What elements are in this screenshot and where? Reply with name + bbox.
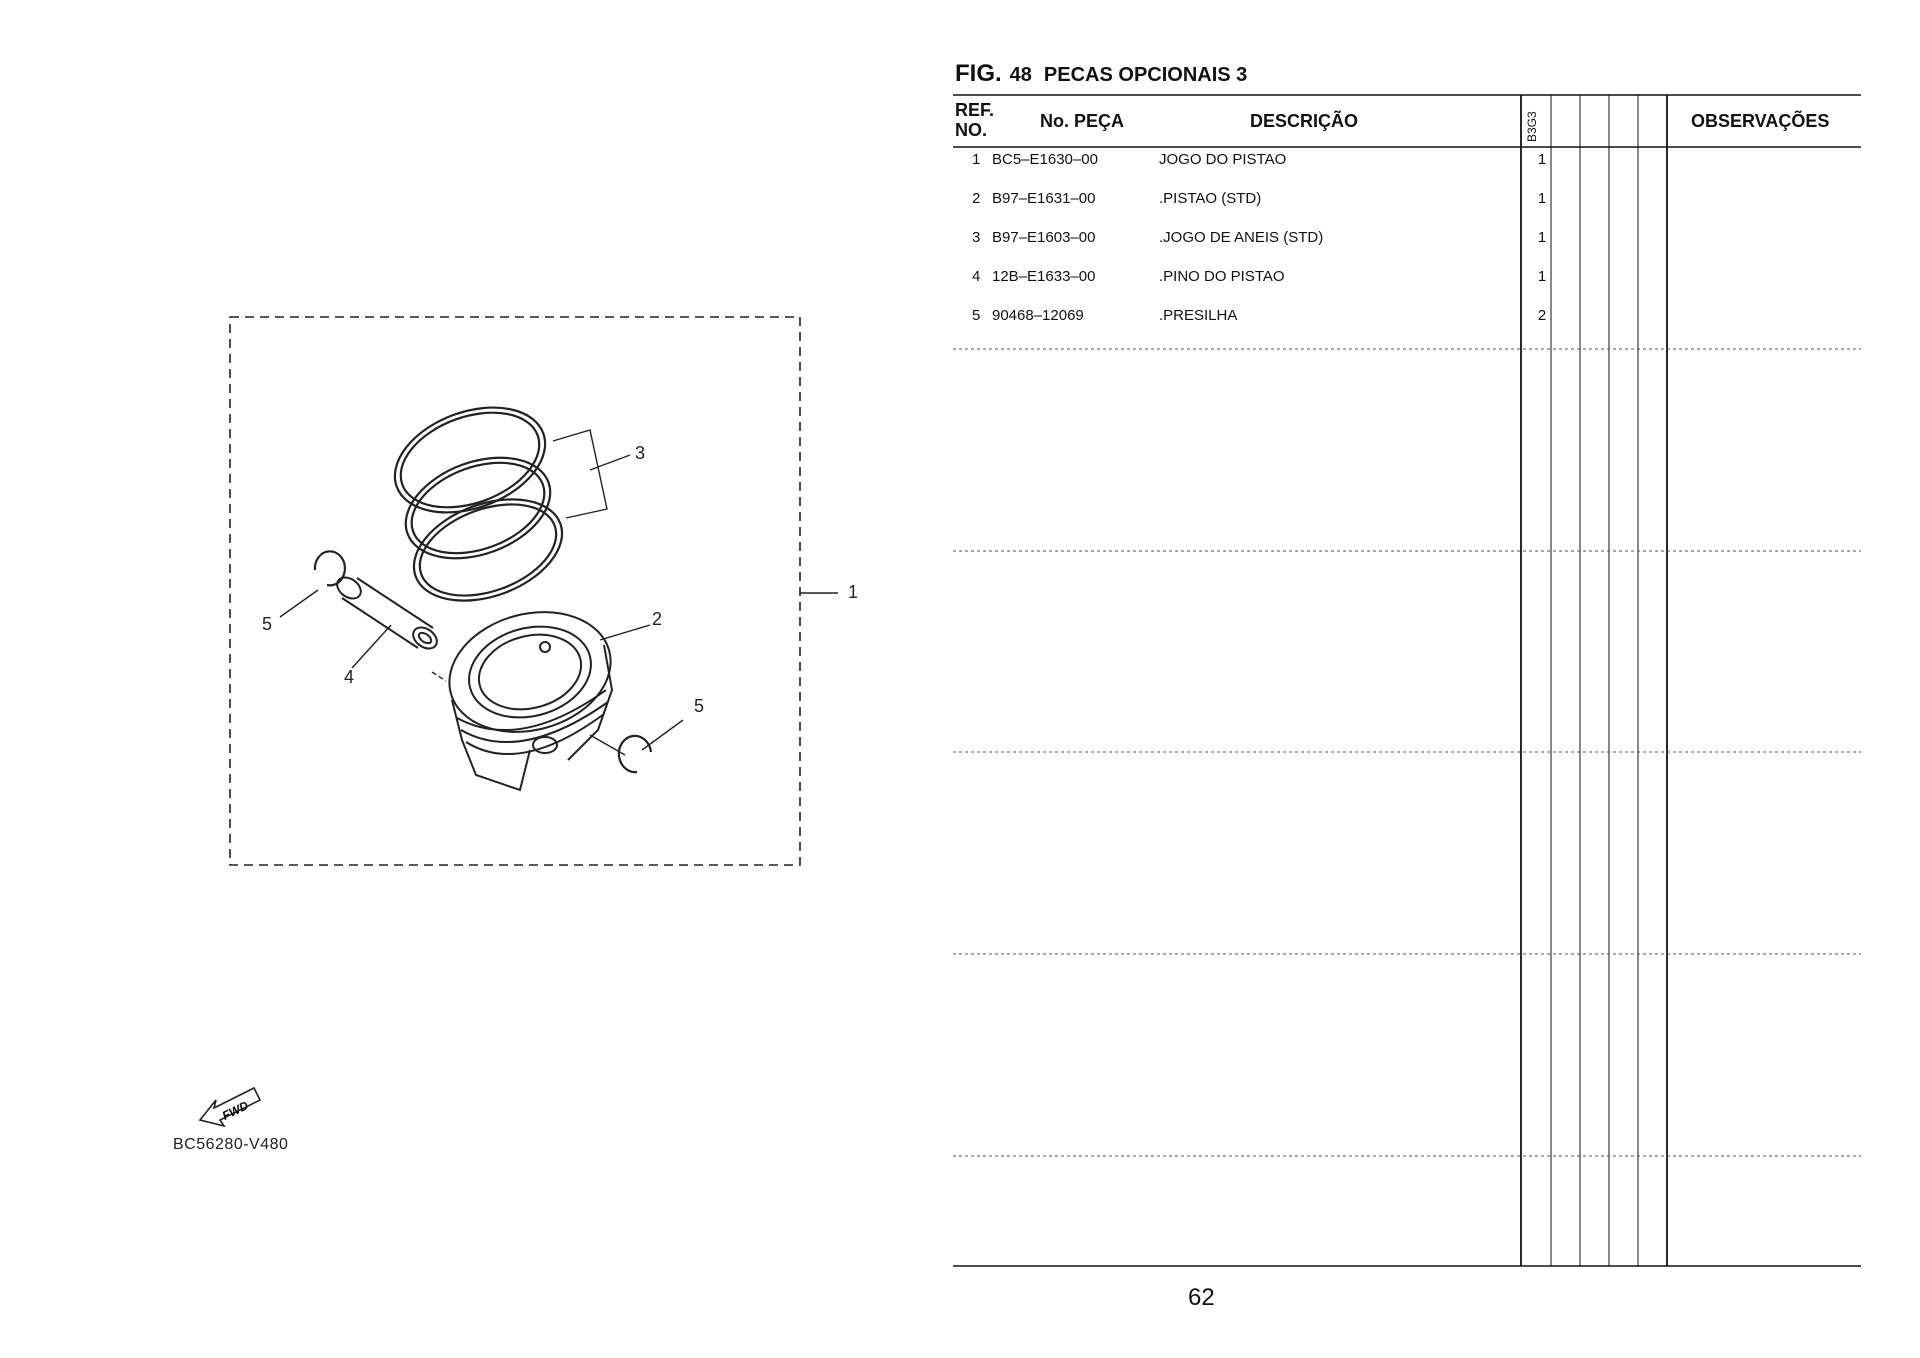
callout-3: 3 <box>635 443 646 463</box>
row-ref: 3 <box>972 229 981 246</box>
header-observations: OBSERVAÇÕES <box>1691 111 1830 131</box>
row-description: JOGO DO PISTAO <box>1159 151 1287 168</box>
row-ref: 5 <box>972 307 981 324</box>
row-quantity: 1 <box>1537 229 1547 246</box>
callout-1: 1 <box>848 582 859 602</box>
header-ref-line1: REF. <box>955 100 995 120</box>
row-part-no: BC5–E1630–00 <box>992 151 1098 168</box>
figure-title: PECAS OPCIONAIS 3 <box>1043 64 1248 86</box>
piston-pin-icon <box>333 573 441 653</box>
callout-2: 2 <box>652 609 663 629</box>
row-quantity: 1 <box>1537 268 1547 285</box>
header-description: DESCRIÇÃO <box>1250 111 1359 131</box>
row-part-no: 90468–12069 <box>992 307 1084 324</box>
row-ref: 2 <box>972 190 981 207</box>
row-description: .PRESILHA <box>1159 307 1238 324</box>
header-ref-no <box>955 100 994 140</box>
row-quantity: 1 <box>1537 151 1547 168</box>
piston-icon <box>436 595 624 790</box>
diagram-code: BC56280-V480 <box>173 1136 289 1153</box>
figure-number: 48 <box>1009 64 1032 86</box>
header-ref-line2: NO. <box>955 120 988 140</box>
row-part-no: B97–E1631–00 <box>992 190 1096 207</box>
ring-callout-bracket <box>553 430 630 518</box>
callout-5-right: 5 <box>694 696 705 716</box>
figure-label: FIG. <box>955 60 1002 87</box>
row-description: .JOGO DE ANEIS (STD) <box>1159 229 1324 246</box>
page-number: 62 <box>1188 1284 1215 1311</box>
row-quantity: 1 <box>1537 190 1547 207</box>
row-ref: 1 <box>972 151 981 168</box>
row-part-no: 12B–E1633–00 <box>992 268 1096 285</box>
row-ref: 4 <box>972 268 981 285</box>
fwd-label: FWD <box>219 1098 251 1123</box>
row-description: .PISTAO (STD) <box>1159 190 1262 207</box>
callout-4: 4 <box>344 667 355 687</box>
row-part-no: B97–E1603–00 <box>992 229 1096 246</box>
piston-rings-icon <box>380 388 576 619</box>
circlip-left-icon <box>315 551 345 585</box>
header-part-no: No. PEÇA <box>1040 111 1125 131</box>
row-description: .PINO DO PISTAO <box>1159 268 1285 285</box>
callout-5-left: 5 <box>262 614 273 634</box>
figure-heading <box>955 60 1247 88</box>
row-quantity: 2 <box>1537 307 1547 324</box>
header-model-code: B3G3 <box>1525 111 1539 142</box>
